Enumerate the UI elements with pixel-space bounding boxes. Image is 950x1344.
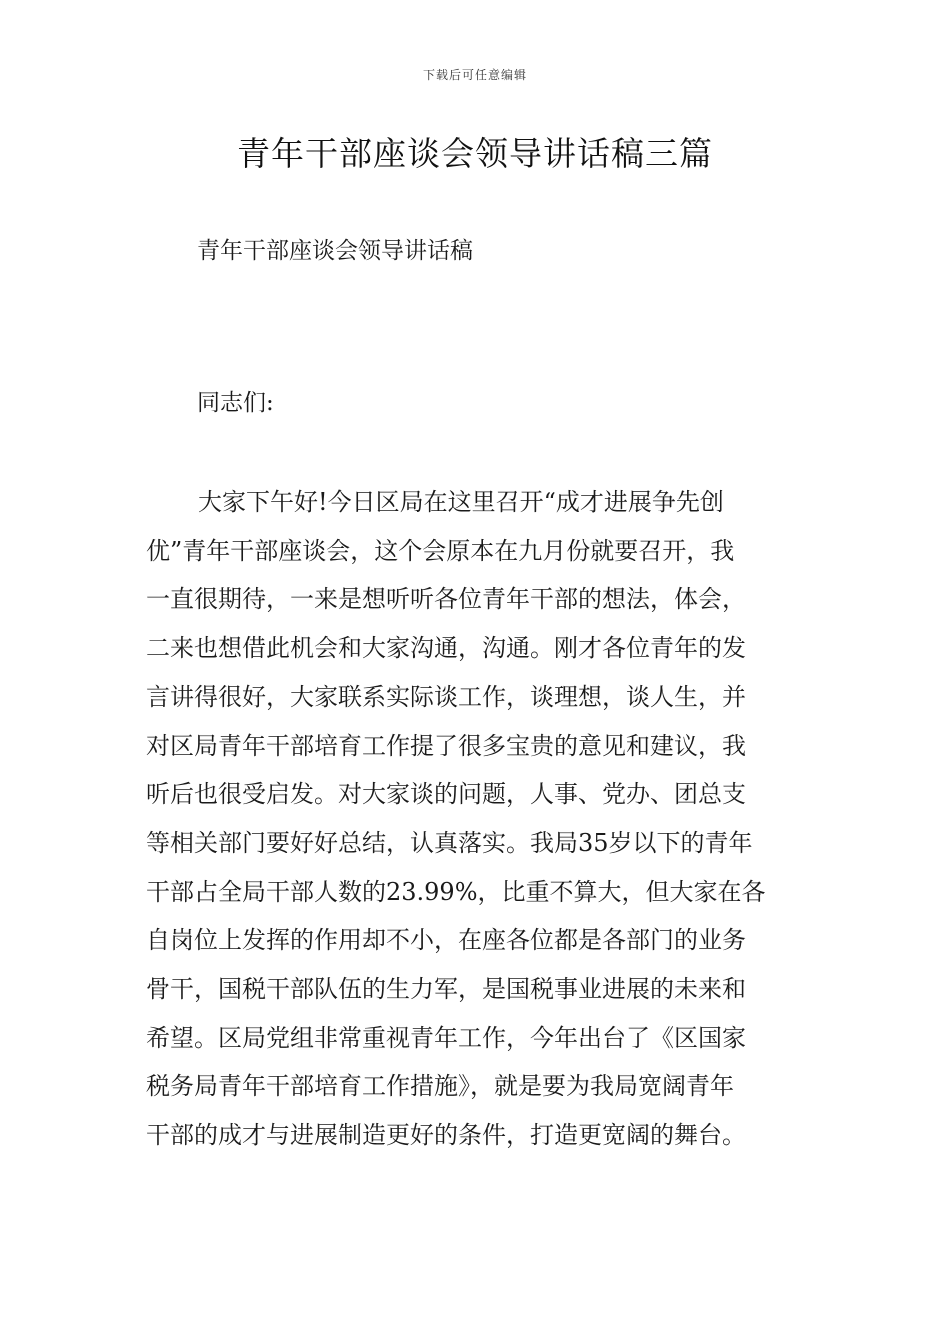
- paragraph-line: 对区局青年干部培育工作提了很多宝贵的意见和建议，我: [146, 731, 746, 760]
- paragraph-line: 自岗位上发挥的作用却不小，在座各位都是各部门的业务: [146, 926, 746, 955]
- paragraph-line: 税务局青年干部培育工作措施》，就是要为我局宽阔青年: [146, 1072, 734, 1101]
- paragraph-line: 一直很期待，一来是想听听各位青年干部的想法，体会，: [146, 585, 746, 614]
- document-subtitle: 青年干部座谈会领导讲话稿: [197, 238, 473, 264]
- paragraph-line: 大家下午好!今日区局在这里召开“成才进展争先创: [198, 488, 724, 516]
- body-paragraph: [146, 478, 808, 1160]
- paragraph-line: 听后也很受启发。对大家谈的问题，人事、党办、团总支: [146, 780, 746, 809]
- paragraph-line: 言讲得很好，大家联系实际谈工作，谈理想，谈人生，并: [146, 682, 746, 711]
- paragraph-line: 二来也想借此机会和大家沟通，沟通。刚才各位青年的发: [146, 634, 746, 663]
- paragraph-line: 干部占全局干部人数的23.99%，比重不算大，但大家在各: [146, 877, 766, 906]
- paragraph-line: 希望。区局党组非常重视青年工作，今年出台了《区国家: [146, 1023, 746, 1052]
- paragraph-line: 等相关部门要好好总结，认真落实。我局35岁以下的青年: [146, 828, 753, 857]
- document-title: 青年干部座谈会领导讲话稿三篇: [237, 134, 713, 173]
- salutation: 同志们:: [197, 390, 274, 416]
- paragraph-line: 骨干，国税干部队伍的生力军，是国税事业进展的未来和: [146, 975, 746, 1004]
- paragraph-line: 干部的成才与进展制造更好的条件，打造更宽阔的舞台。: [146, 1121, 746, 1150]
- paragraph-line: 优”青年干部座谈会，这个会原本在九月份就要召开，我: [146, 536, 735, 565]
- header-note: 下载后可任意编辑: [422, 68, 527, 82]
